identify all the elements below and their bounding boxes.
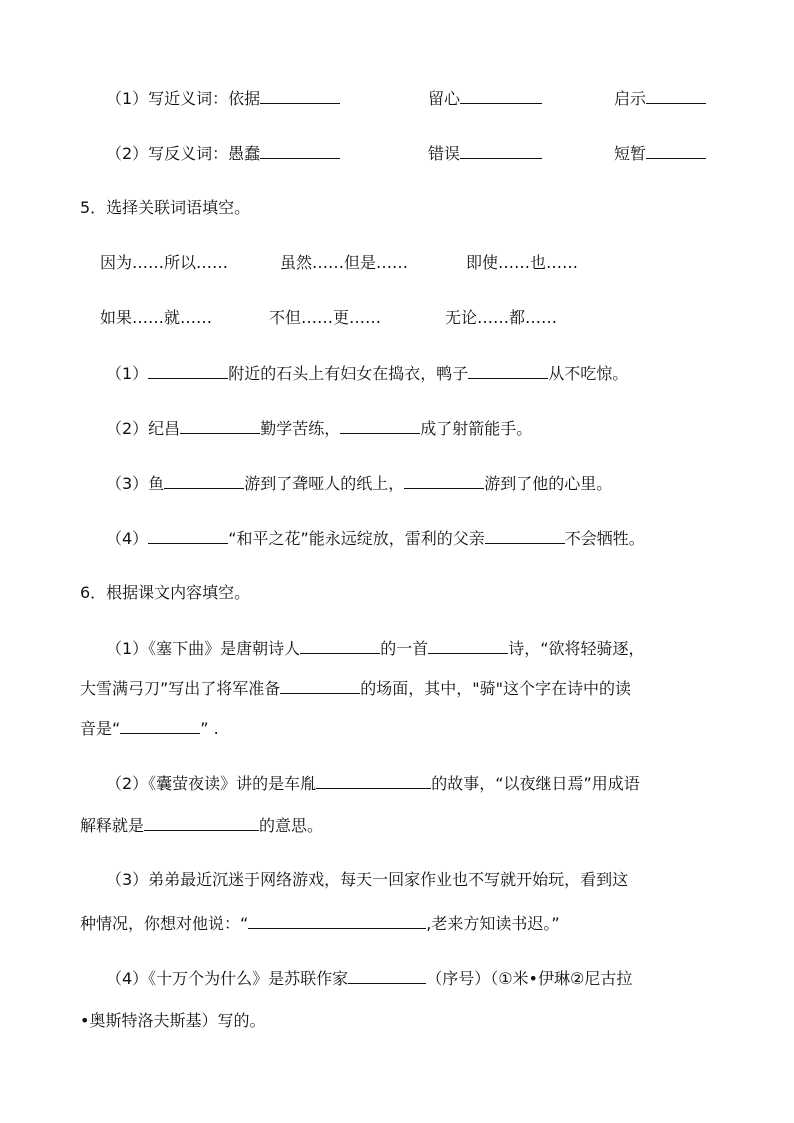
- q6-poet-blank[interactable]: [300, 637, 380, 654]
- question-5-title: 5．选择关联词语填空。: [80, 198, 251, 217]
- synonym-blank-1[interactable]: [260, 87, 340, 104]
- q6-story-blank[interactable]: [316, 772, 431, 789]
- q5-s1-blank-1[interactable]: [148, 362, 228, 379]
- q6-poem-type-blank[interactable]: [428, 637, 508, 654]
- antonym-blank-2[interactable]: [460, 142, 542, 159]
- q5-s3-blank-2[interactable]: [404, 472, 484, 489]
- antonym-blank-3[interactable]: [646, 142, 706, 159]
- conjunction-option: 不但……更……: [269, 308, 382, 327]
- q6-scene-blank[interactable]: [280, 677, 360, 694]
- synonym-prefix: （1）写近义词：依据: [106, 89, 261, 108]
- q5-sentence-1: （1） 附近的石头上有妇女在捣衣，鸭子 从不吃惊。: [106, 364, 629, 383]
- q5-sentence-3: （3）鱼 游到了聋哑人的纸上， 游到了他的心里。: [106, 474, 613, 493]
- antonym-blank-1[interactable]: [260, 142, 340, 159]
- conjunction-option: 即使……也……: [466, 253, 579, 272]
- conjunction-option: 无论……都……: [445, 308, 558, 327]
- q6-s2-line-1: （2）《囊萤夜读》讲的是车胤 的故事，“以夜继日焉”用成语: [106, 774, 640, 793]
- q6-s2-line-2: 解释就是 的意思。: [80, 816, 324, 835]
- q5-sentence-4: （4） “和平之花”能永远绽放，雷利的父亲 不会牺牲。: [106, 529, 645, 548]
- synonym-row: [106, 87, 340, 110]
- question-6-title: 6．根据课文内容填空。: [80, 583, 251, 602]
- q6-s3-line-1: （3）弟弟最近沉迷于网络游戏，每天一回家作业也不写就开始玩，看到这: [106, 870, 629, 889]
- q6-author-blank[interactable]: [348, 967, 426, 984]
- q6-idiom-blank[interactable]: [144, 814, 259, 831]
- q6-s4-line-2: •奥斯特洛夫斯基）写的。: [80, 1011, 266, 1030]
- q5-s1-blank-2[interactable]: [468, 362, 548, 379]
- synonym-item-3: 启示: [614, 87, 706, 110]
- q6-s1-line-3: 音是“ ” .: [80, 719, 219, 738]
- synonym-blank-2[interactable]: [460, 87, 542, 104]
- q5-sentence-2: （2）纪昌 勤学苦练， 成了射箭能手。: [106, 419, 533, 438]
- conjunction-option: 因为……所以……: [100, 253, 229, 272]
- q5-s4-blank-2[interactable]: [485, 527, 565, 544]
- q5-s2-blank-1[interactable]: [180, 417, 260, 434]
- q6-s3-line-2: 种情况，你想对他说：“ ,老来方知读书迟。”: [80, 914, 560, 933]
- antonym-prefix: （2）写反义词：愚蠢: [106, 144, 261, 163]
- q5-s2-blank-2[interactable]: [340, 417, 420, 434]
- q6-s1-line-2: 大雪满弓刀”写出了将军准备 的场面，其中，"骑"这个字在诗中的读: [80, 679, 632, 698]
- conjunction-option: 如果……就……: [100, 308, 213, 327]
- q5-s3-blank-1[interactable]: [164, 472, 244, 489]
- antonym-item-3: 短暂: [614, 142, 706, 165]
- synonym-blank-3[interactable]: [646, 87, 706, 104]
- antonym-item-2: 错误: [428, 142, 542, 165]
- conjunction-option: 虽然……但是……: [280, 253, 409, 272]
- q6-pronunciation-blank[interactable]: [120, 717, 200, 734]
- q6-s4-line-1: （4）《十万个为什么》是苏联作家 （序号）（①米•伊琳②尼古拉: [106, 969, 633, 988]
- q5-s4-blank-1[interactable]: [148, 527, 228, 544]
- synonym-item-2: 留心: [428, 87, 542, 110]
- q6-s1-line-1: （1）《塞下曲》是唐朝诗人 的一首 诗，“欲将轻骑逐，: [106, 639, 645, 658]
- antonym-row: [106, 142, 340, 165]
- q6-quote-blank[interactable]: [248, 912, 426, 929]
